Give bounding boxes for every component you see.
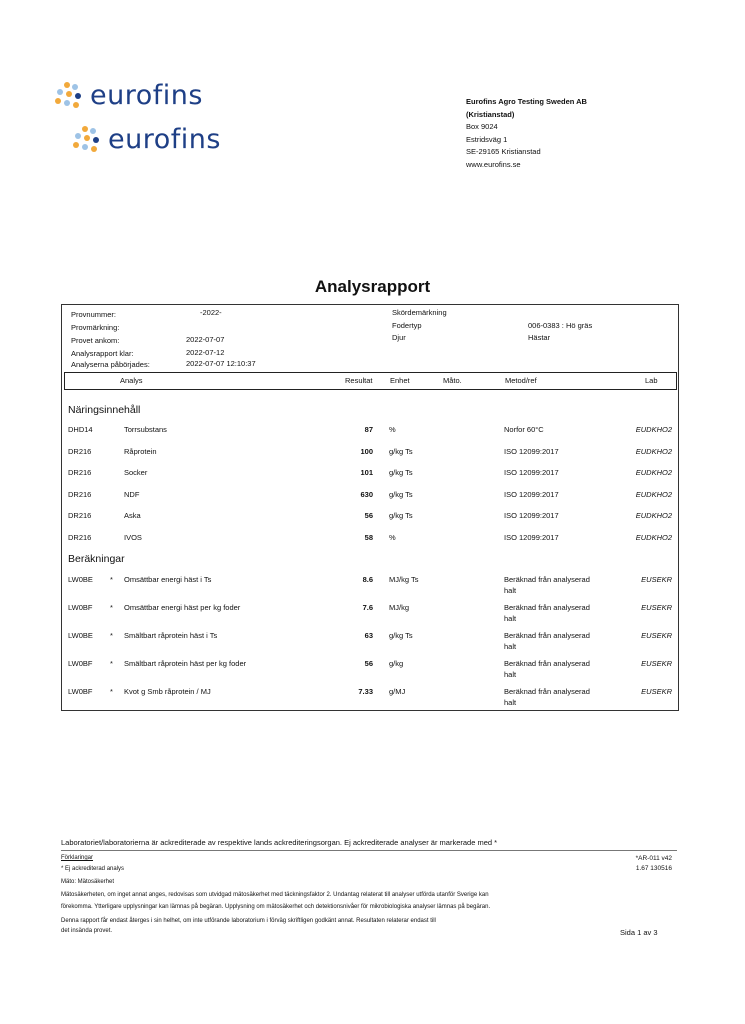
table-row xyxy=(62,603,678,627)
unit: MJ/kg xyxy=(389,603,410,612)
analysis-code: DR216 xyxy=(68,468,92,477)
method-continued: halt xyxy=(504,586,517,595)
unit: g/kg xyxy=(389,659,404,668)
ej-ackrediterad-note: * Ej ackrediterad analys xyxy=(61,866,125,872)
column-header-row xyxy=(64,372,677,390)
analysis-name: Torrsubstans xyxy=(124,425,167,434)
report-table xyxy=(61,304,679,711)
method-continued: halt xyxy=(504,698,517,707)
lab-address xyxy=(466,96,587,171)
logo-text: eurofins xyxy=(90,80,203,111)
unit: g/kg Ts xyxy=(389,489,413,499)
analysis-name: Omsättbar energi häst per kg foder xyxy=(124,603,241,612)
analysis-name: Aska xyxy=(124,511,141,520)
lab-code: EUDKHO2 xyxy=(635,511,672,520)
analysis-code: DR216 xyxy=(68,446,92,456)
col-resultat: Resultat xyxy=(345,376,373,385)
ankom-label: Provet ankom: xyxy=(71,336,120,345)
report-title: Analysrapport xyxy=(314,277,431,296)
klar-label: Analysrapport klar: xyxy=(71,349,134,358)
accreditation-star: * xyxy=(110,603,113,612)
analysis-name: Smältbart råprotein häst i Ts xyxy=(124,631,218,640)
lab-code: EUSEKR xyxy=(641,575,672,584)
analysis-code: LW0BF xyxy=(68,659,93,668)
unit: g/kg Ts xyxy=(389,631,413,640)
method: Norfor 60°C xyxy=(504,425,544,434)
lab-code: EUDKHO2 xyxy=(635,468,672,477)
lab-street: Estridsväg 1 xyxy=(466,134,508,144)
table-row xyxy=(62,631,678,655)
result-value: 8.6 xyxy=(362,575,373,584)
unit: % xyxy=(389,532,396,542)
unit: MJ/kg Ts xyxy=(389,575,419,584)
method-continued: halt xyxy=(504,614,517,623)
unit: g/kg Ts xyxy=(389,446,413,456)
logo-text: eurofins xyxy=(108,124,221,155)
result-value: 7.6 xyxy=(362,603,373,612)
result-value: 101 xyxy=(360,468,373,477)
method: ISO 12099:2017 xyxy=(504,468,559,477)
result-value: 56 xyxy=(364,659,373,668)
accreditation-star: * xyxy=(110,575,113,584)
page-number: Sida 1 av 3 xyxy=(620,928,658,937)
eurofins-logo xyxy=(72,124,221,155)
analysis-code: LW0BE xyxy=(68,631,93,640)
lab-city: SE-29165 Kristianstad xyxy=(466,147,541,156)
lab-code: EUDKHO2 xyxy=(635,532,672,542)
lab-box: Box 9024 xyxy=(466,122,498,131)
accreditation-note: Laboratoriet/laboratorierna är ackrediterade av respektive lands ackrediteringsorgan. Ej ackrediterade analyser är markerade med * xyxy=(61,838,498,847)
footer-line-4: det insända provet. xyxy=(61,928,113,934)
method: ISO 12099:2017 xyxy=(504,489,559,499)
analysis-name: IVOS xyxy=(124,532,142,542)
method-continued: halt xyxy=(504,642,517,651)
lab-code: EUSEKR xyxy=(641,687,672,696)
col-lab: Lab xyxy=(645,376,658,385)
analysis-code: DR216 xyxy=(68,511,92,520)
analysis-code: DR216 xyxy=(68,489,92,499)
accreditation-star: * xyxy=(110,687,113,696)
provmarkning-label: Provmärkning: xyxy=(71,323,120,332)
mato-note: Mäto: Mätosäkerhet xyxy=(61,879,115,885)
fodertyp-label: Fodertyp xyxy=(392,321,422,330)
analysis-name: Råprotein xyxy=(124,446,157,456)
col-mato: Måto. xyxy=(443,376,462,385)
analysis-code: DHD14 xyxy=(68,425,93,434)
klar-value: 2022-07-12 xyxy=(186,348,225,357)
result-value: 7.33 xyxy=(358,687,373,696)
lab-code: EUDKHO2 xyxy=(635,425,672,434)
lab-code: EUDKHO2 xyxy=(635,489,672,499)
analysis-name: NDF xyxy=(124,489,140,499)
footer-line-3: Denna rapport får endast återges i sin helhet, om inte utförande laboratorium i förväg skriftligen godkänt annat. Resultaten relaterar endast till xyxy=(61,918,436,924)
lab-code: EUSEKR xyxy=(641,659,672,668)
accreditation-star: * xyxy=(110,631,113,640)
table-row xyxy=(62,659,678,683)
analysis-name: Kvot g Smb råprotein / MJ xyxy=(124,687,211,696)
paborjades-value: 2022-07-07 12:10:37 xyxy=(186,359,256,368)
table-row xyxy=(62,533,678,557)
eurofins-logo xyxy=(54,80,203,111)
result-value: 100 xyxy=(360,446,373,456)
col-analys: Analys xyxy=(120,376,143,385)
analysis-name: Smältbart råprotein häst per kg foder xyxy=(124,659,247,668)
paborjades-label: Analyserna påbörjades: xyxy=(71,360,150,369)
lab-code: EUDKHO2 xyxy=(635,446,672,456)
lab-name: Eurofins Agro Testing Sweden AB xyxy=(466,97,587,106)
skord-label: Skördemärkning xyxy=(392,308,447,317)
provnummer-label: Provnummer: xyxy=(71,310,117,319)
analysis-name: Omsättbar energi häst i Ts xyxy=(124,575,212,584)
footer-divider xyxy=(61,850,677,851)
accreditation-star: * xyxy=(110,659,113,668)
unit: % xyxy=(389,425,396,434)
analysis-name: Socker xyxy=(124,468,148,477)
analysis-code: DR216 xyxy=(68,532,92,542)
forklaringar-heading: Förklaringar xyxy=(61,855,94,861)
eurofins-dots-icon xyxy=(54,81,84,111)
method: Beräknad från analyserad xyxy=(504,575,590,584)
result-value: 63 xyxy=(364,631,373,640)
result-value: 630 xyxy=(360,489,373,499)
section-nutrients: Näringsinnehåll xyxy=(68,404,141,416)
table-row xyxy=(62,490,678,514)
method: Beräknad från analyserad xyxy=(504,603,590,612)
analysis-code: LW0BE xyxy=(68,575,93,584)
ankom-value: 2022-07-07 xyxy=(186,335,225,344)
table-row xyxy=(62,511,678,535)
form-ref-1: *AR-011 v42 xyxy=(635,855,672,862)
method: ISO 12099:2017 xyxy=(504,446,559,456)
table-row xyxy=(62,468,678,492)
method: ISO 12099:2017 xyxy=(504,532,559,542)
lab-code: EUSEKR xyxy=(641,631,672,640)
result-value: 56 xyxy=(364,511,373,520)
method: Beräknad från analyserad xyxy=(504,631,590,640)
lab-branch: (Kristianstad) xyxy=(466,109,515,119)
method-continued: halt xyxy=(504,670,517,679)
djur-value: Hästar xyxy=(528,333,551,342)
col-metod: Metod/ref xyxy=(505,376,537,385)
table-row xyxy=(62,575,678,599)
fodertyp-value: 006-0383 : Hö gräs xyxy=(528,321,593,330)
result-value: 58 xyxy=(364,532,373,542)
method: ISO 12099:2017 xyxy=(504,511,559,520)
method: Beräknad från analyserad xyxy=(504,659,590,668)
unit: g/kg Ts xyxy=(389,468,413,477)
unit: g/kg Ts xyxy=(389,511,413,520)
footer-line-2: förekomma. Ytterligare upplysningar kan lämnas på begäran. Upplysning om mätosäkerhet och detektionsnivåer för mikrobiologiska analyser lämnas på begäran. xyxy=(61,904,491,910)
analysis-code: LW0BF xyxy=(68,687,93,696)
form-ref-2: 1.67 130516 xyxy=(635,865,672,872)
table-row xyxy=(62,687,678,711)
result-value: 87 xyxy=(364,425,373,434)
sample-header xyxy=(62,305,678,371)
analysis-code: LW0BF xyxy=(68,603,93,612)
eurofins-dots-icon xyxy=(72,125,102,155)
method: Beräknad från analyserad xyxy=(504,687,590,696)
provnummer-value: -2022- xyxy=(200,308,222,317)
col-enhet: Enhet xyxy=(390,376,410,385)
lab-code: EUSEKR xyxy=(641,603,672,612)
table-row xyxy=(62,447,678,471)
unit: g/MJ xyxy=(389,687,406,696)
djur-label: Djur xyxy=(392,333,406,342)
footer-line-1: Mätosäkerheten, om inget annat anges, redovisas som utvidgad mätosäkerhet med täckningsfaktor 2. Undantag relaterat till analyser utförda utanför Sverige kan xyxy=(61,892,489,898)
table-row xyxy=(62,425,678,449)
section-calculations: Beräkningar xyxy=(68,553,125,565)
lab-web: www.eurofins.se xyxy=(466,159,521,169)
